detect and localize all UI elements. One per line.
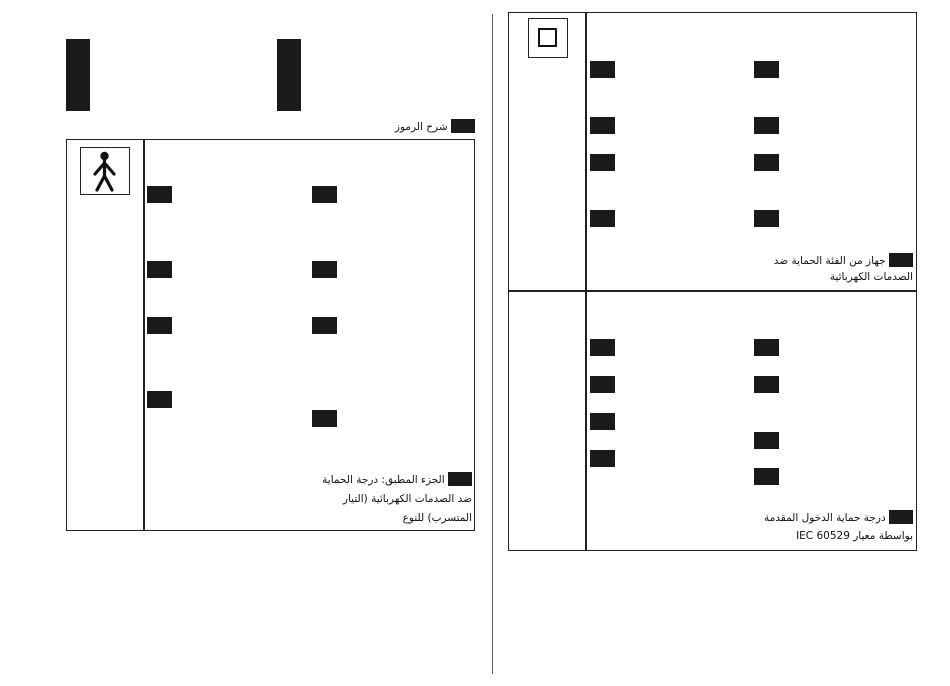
redacted-block [312, 317, 337, 334]
redacted-block [590, 339, 615, 356]
class2-caption-line1 [774, 253, 913, 267]
redacted-block [590, 154, 615, 171]
symbols-heading [395, 119, 475, 133]
redacted-block [147, 317, 172, 334]
symbols-heading-text: شرح الرموز [394, 121, 448, 133]
redacted-block [590, 61, 615, 78]
redacted-block [754, 376, 779, 393]
class2-caption-line2: الصدمات الكهربائية [829, 271, 913, 283]
redacted-block [66, 39, 90, 111]
redacted-block [448, 472, 472, 486]
redacted-block [147, 261, 172, 278]
redacted-block [754, 154, 779, 171]
redacted-block [754, 339, 779, 356]
ip-caption-line1 [764, 510, 913, 524]
redacted-block [147, 391, 172, 408]
ip-caption-text1: درجة حماية الدخول المقدمة [764, 512, 886, 524]
class2-caption-text1: جهاز من الفئة الحماية ضد [773, 255, 886, 267]
redacted-block [277, 39, 301, 111]
table-column-separator [585, 12, 587, 551]
person-body-icon [81, 148, 128, 193]
redacted-block [889, 253, 913, 267]
table-column-separator [143, 139, 145, 531]
redacted-block [312, 410, 337, 427]
redacted-block [754, 432, 779, 449]
redacted-block [754, 468, 779, 485]
type-b-symbol-frame [80, 147, 130, 195]
redacted-block [889, 510, 913, 524]
column-divider [492, 14, 493, 674]
redacted-block [590, 450, 615, 467]
redacted-block [590, 376, 615, 393]
type-b-caption-text1: الجزء المطبق: درجة الحماية [322, 474, 445, 486]
type-b-caption-line1 [322, 472, 472, 486]
redacted-block [312, 261, 337, 278]
class2-symbol-frame [528, 18, 568, 58]
type-b-caption-line2: ضد الصدمات الكهربائية (التيار [342, 493, 472, 505]
redacted-block [451, 119, 475, 133]
redacted-block [312, 186, 337, 203]
table-row-separator [508, 290, 917, 292]
redacted-block [590, 210, 615, 227]
redacted-block [754, 61, 779, 78]
redacted-block [590, 117, 615, 134]
redacted-block [754, 210, 779, 227]
double-square-icon [538, 28, 557, 47]
ip-caption-line2: بواسطة معيار IEC 60529 [796, 530, 913, 542]
type-b-caption-line3: المتسرب) للنوع [402, 512, 472, 524]
redacted-block [590, 413, 615, 430]
redacted-block [147, 186, 172, 203]
redacted-block [754, 117, 779, 134]
